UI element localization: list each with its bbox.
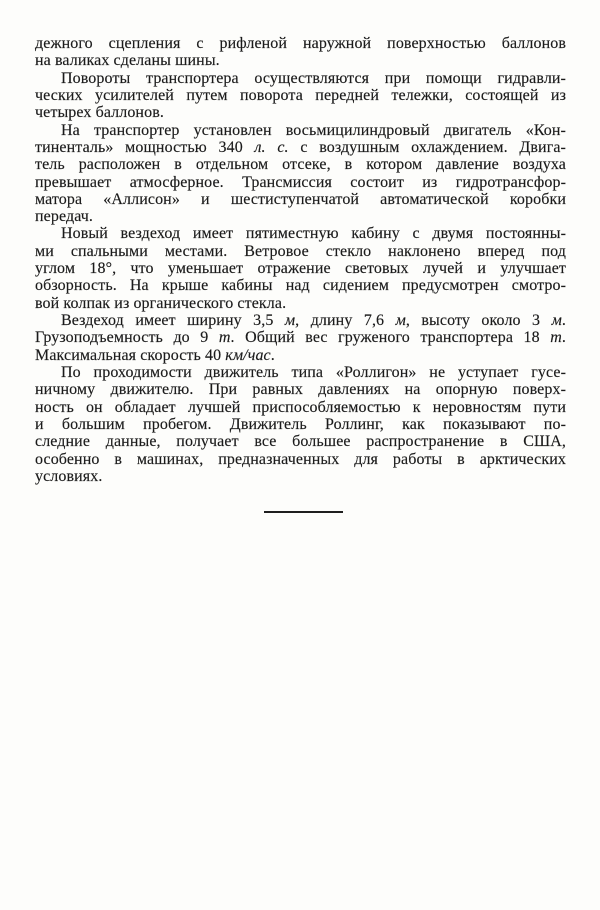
paragraph-steering <box>35 70 566 122</box>
text-line: Повороты транспортера осуществляются при помощи гидравли- <box>61 69 566 87</box>
text-line: На транспортер установлен восьмицилиндровый двигатель «Кон- <box>61 121 566 139</box>
unit-abbreviation: м <box>284 312 296 329</box>
unit-abbreviation: л. с. <box>254 138 289 156</box>
text-line: на валиках сделаны шины. <box>35 52 220 70</box>
text-line <box>35 329 566 346</box>
text-segment: Вездеход имеет ширину 3,5 <box>61 312 285 329</box>
text-segment: с воздушным охлаждением. Двига- <box>288 138 566 156</box>
unit-abbreviation: м <box>551 312 562 329</box>
text-line: ничному движителю. При равных давлениях на опорную поверх- <box>35 381 566 399</box>
text-segment: . <box>561 312 566 329</box>
paragraph-continuation <box>35 35 566 70</box>
text-segment: , длину 7,6 <box>295 312 396 329</box>
body-text <box>35 35 566 485</box>
text-line: ность он обладает лучшей приспособляемостью к неровностям пути <box>35 398 566 416</box>
text-line: ми спальными местами. Ветровое стекло наклонено вперед под <box>35 242 566 260</box>
unit-abbreviation: т <box>550 329 562 347</box>
text-line: четырех баллонов. <box>35 104 164 122</box>
text-segment: . <box>270 346 275 364</box>
unit-abbreviation: км/час <box>225 346 271 364</box>
text-line: тель расположен в отдельном отсеке, в котором давление воздуха <box>35 156 566 174</box>
paragraph-engine <box>35 122 566 226</box>
text-line: особенно в машинах, предназначенных для работы в арктических <box>35 450 566 468</box>
unit-abbreviation: т <box>218 329 231 347</box>
text-segment: Максимальная скорость 40 <box>35 346 226 364</box>
text-line: Новый вездеход имеет пятиместную кабину с двумя постоянны- <box>61 225 566 243</box>
paragraph-comparison <box>35 364 566 485</box>
text-line: ческих усилителей путем поворота передней тележки, состоящей из <box>35 86 566 104</box>
text-line: матора «Аллисон» и шестиступенчатой автоматической коробки <box>35 190 566 208</box>
text-line <box>35 312 566 329</box>
text-line: превышает атмосферное. Трансмиссия состоит из гидротрансфор- <box>35 173 566 191</box>
text-line: дежного сцепления с рифленой наружной поверхностью баллонов <box>35 35 566 52</box>
unit-abbreviation: м <box>395 312 406 329</box>
text-line: обзорность. На крыше кабины над сидением предусмотрен смотро- <box>35 277 566 295</box>
text-line: и большим пробегом. Движитель Роллинг, как показывают по- <box>35 415 566 433</box>
text-line <box>35 347 566 364</box>
text-segment: . Общий вес груженого транспортера 18 <box>230 329 551 347</box>
text-segment: . <box>561 329 566 347</box>
text-segment: , высоту около 3 <box>405 312 552 329</box>
text-segment: тиненталь» мощностью 340 <box>35 138 255 156</box>
text-line: По проходимости движитель типа «Роллигон» не уступает гусе- <box>61 363 566 381</box>
text-line: углом 18°, что уменьшает отражение световых лучей и улучшает <box>35 260 566 278</box>
text-line <box>35 139 566 156</box>
text-line: передач. <box>35 208 94 226</box>
text-line: следние данные, получает все большее распространение в США, <box>35 433 566 451</box>
paragraph-cabin <box>35 225 566 312</box>
text-line: вой колпак из органического стекла. <box>35 294 287 312</box>
section-end-rule <box>264 511 343 513</box>
paragraph-dimensions <box>35 312 566 364</box>
text-line: условиях. <box>35 467 103 485</box>
text-segment: Грузоподъемность до 9 <box>35 329 219 347</box>
